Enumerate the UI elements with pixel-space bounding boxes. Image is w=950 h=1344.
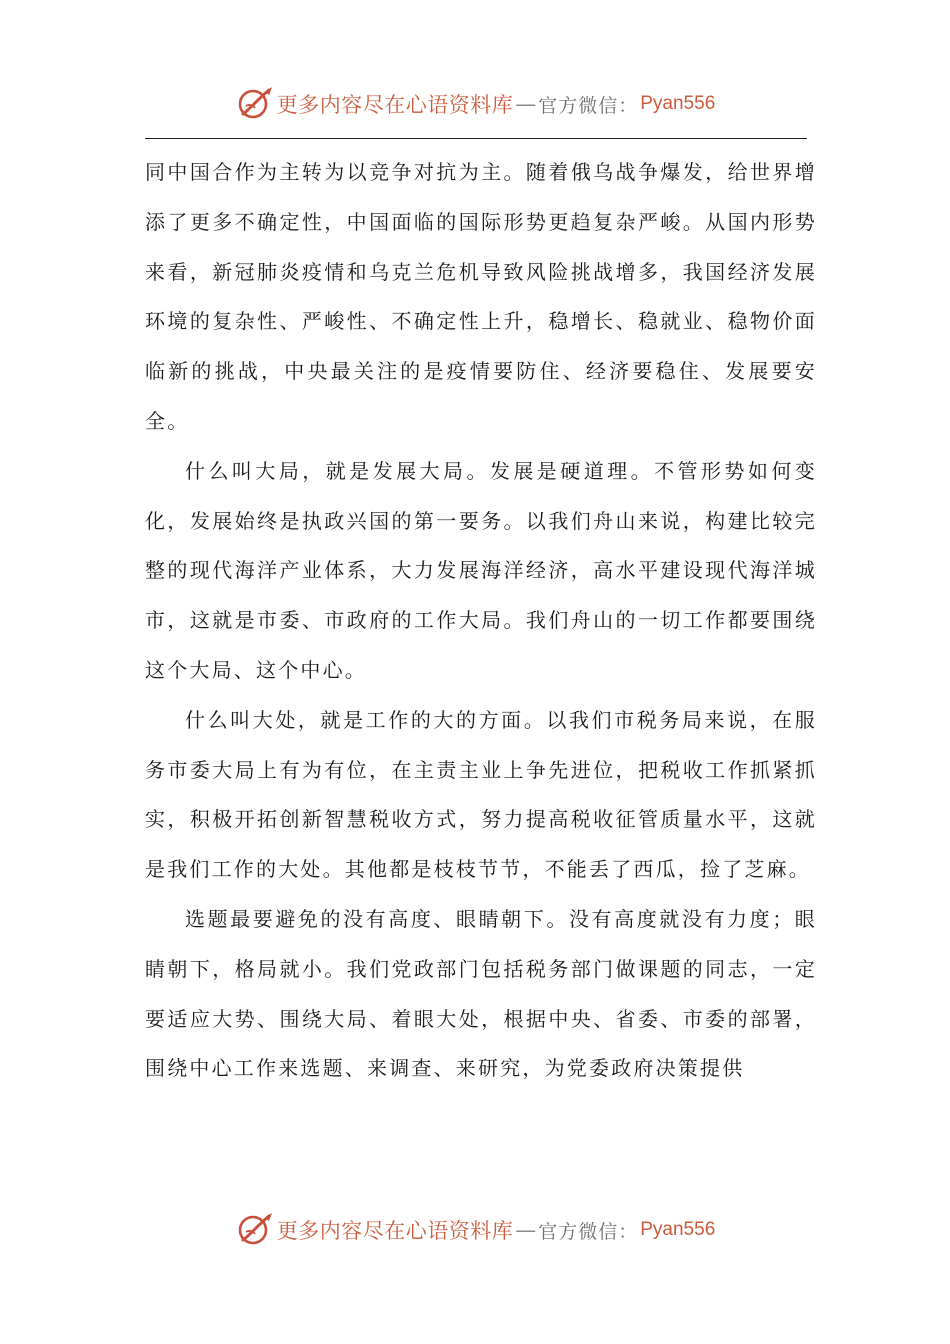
- banner-wechat-label: 官方微信：: [538, 94, 639, 117]
- banner-text: 更多内容尽在心语资料库: [276, 1219, 514, 1243]
- header-banner: [0, 82, 950, 126]
- paragraph: 什么叫大处，就是工作的大的方面。以我们市税务局来说，在服务市委大局上有为有位，在主责主业上争先进位，把税收工作抓紧抓实，积极开拓创新智慧税收方式，努力提高税收征管质量水平，这就是我们工作的大处。其他都是枝枝节节，不能丢了西瓜，捡了芝麻。: [145, 707, 817, 882]
- paragraph: 选题最要避免的没有高度、眼睛朝下。没有高度就没有力度；眼睛朝下，格局就小。我们党政部门包括税务部门做课题的同志，一定要适应大势、围绕大局、着眼大处，根据中央、省委、市委的部署，围绕中心工作来选题、来调查、来研究，为党委政府决策提供: [145, 906, 817, 1081]
- footer-banner: [0, 1208, 950, 1252]
- banner-wechat-label: 官方微信：: [538, 1220, 639, 1243]
- paragraph: 同中国合作为主转为以竞争对抗为主。随着俄乌战争爆发，给世界增添了更多不确定性，中国面临的国际形势更趋复杂严峻。从国内形势来看，新冠肺炎疫情和乌克兰危机导致风险挑战增多，我国经济发展环境的复杂性、严峻性、不确定性上升，稳增长、稳就业、稳物价面临新的挑战，中央最关注的是疫情要防住、经济要稳住、发展要安全。: [145, 160, 817, 433]
- pen-logo-icon: [235, 84, 275, 124]
- header-divider: [145, 138, 807, 139]
- banner-wechat-id: Pyan556: [640, 93, 716, 114]
- banner-dash: —: [515, 1218, 537, 1242]
- paragraph: 什么叫大局，就是发展大局。发展是硬道理。不管形势如何变化，发展始终是执政兴国的第一要务。以我们舟山来说，构建比较完整的现代海洋产业体系，大力发展海洋经济，高水平建设现代海洋城市，这就是市委、市政府的工作大局。我们舟山的一切工作都要围绕这个大局、这个中心。: [145, 458, 817, 682]
- banner-dash: —: [515, 92, 537, 116]
- pen-logo-icon: [235, 1210, 275, 1250]
- document-body: [145, 148, 817, 1094]
- banner-wechat-id: Pyan556: [640, 1219, 716, 1240]
- banner-text: 更多内容尽在心语资料库: [276, 93, 514, 117]
